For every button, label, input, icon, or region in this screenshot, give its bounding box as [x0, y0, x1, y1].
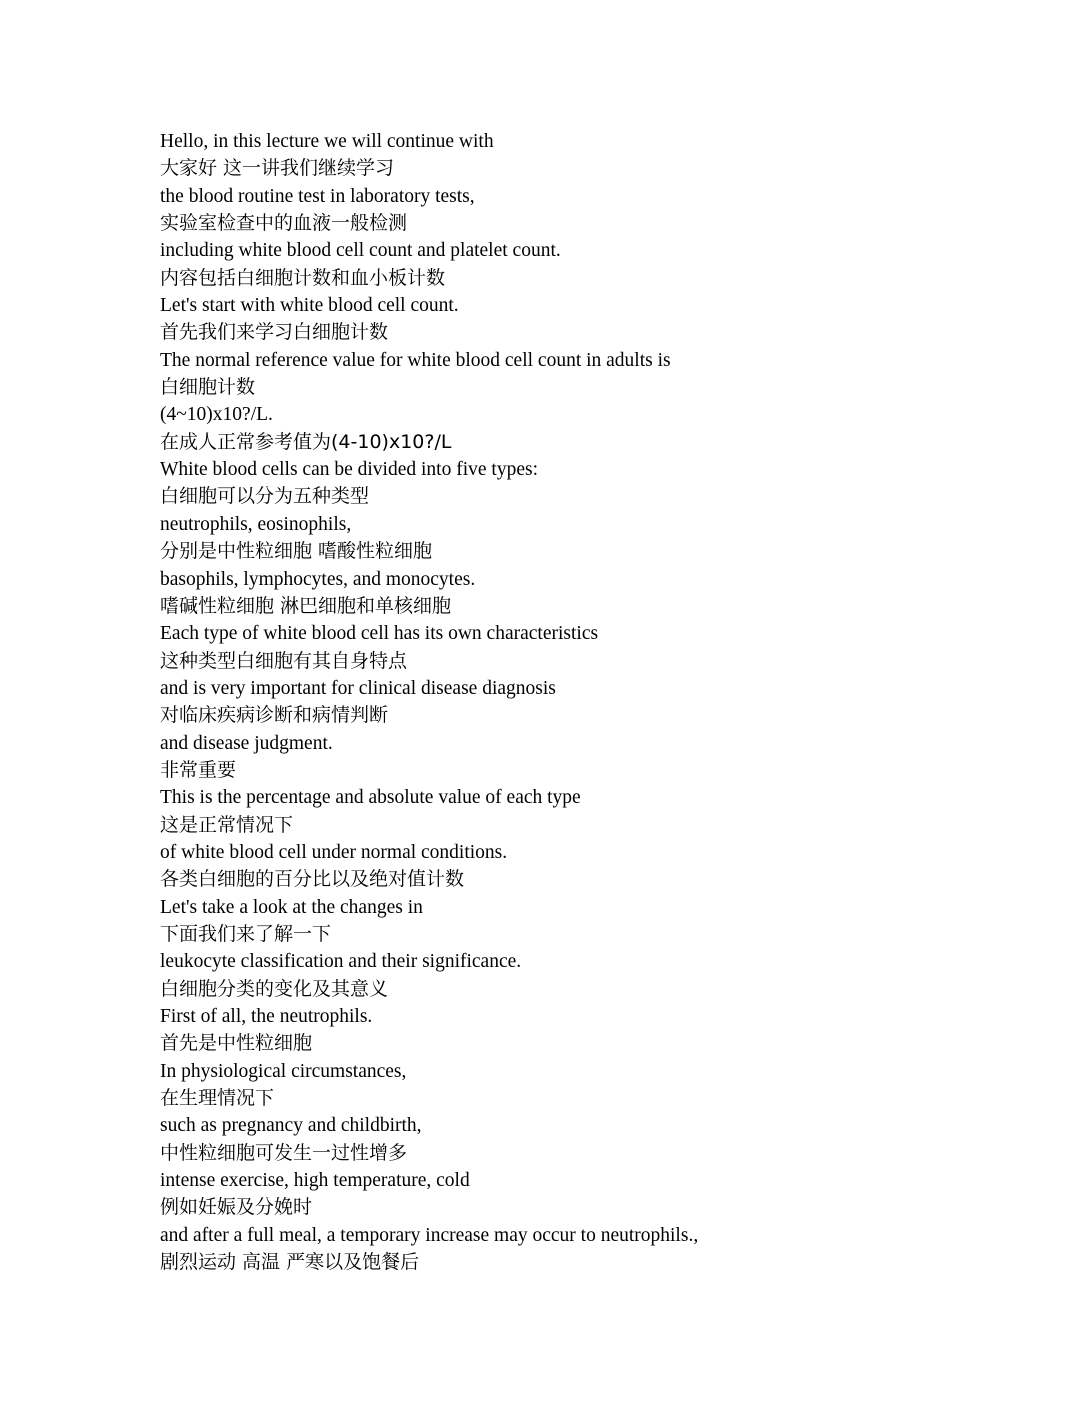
english-line: White blood cells can be divided into five types:: [160, 459, 538, 481]
chinese-line: 白细胞计数: [160, 376, 256, 399]
chinese-line: 分别是中性粒细胞 嗜酸性粒细胞: [160, 540, 433, 563]
chinese-line: 中性粒细胞可发生一过性增多: [160, 1141, 408, 1164]
english-line: and after a full meal, a temporary increase may occur to neutrophils.,: [160, 1224, 699, 1246]
chinese-line: 下面我们来了解一下: [160, 922, 332, 945]
english-line: The normal reference value for white blood cell count in adults is: [160, 349, 671, 371]
chinese-line: 这种类型白细胞有其自身特点: [160, 649, 408, 672]
chinese-line: 嗜碱性粒细胞 淋巴细胞和单核细胞: [160, 594, 452, 617]
english-line: intense exercise, high temperature, cold: [160, 1170, 470, 1192]
chinese-line: 在成人正常参考值为(4-10)x10?/L: [160, 430, 452, 453]
document-page: [160, 128, 1040, 1276]
english-line: (4~10)x10?/L.: [160, 404, 273, 426]
chinese-line: 实验室检查中的血液一般检测: [160, 212, 408, 235]
chinese-line: 在生理情况下: [160, 1087, 275, 1110]
english-line: Let's take a look at the changes in: [160, 896, 423, 918]
english-line: Each type of white blood cell has its own characteristics: [160, 623, 599, 645]
chinese-line: 白细胞分类的变化及其意义: [160, 977, 389, 1000]
english-line: This is the percentage and absolute value of each type: [160, 787, 581, 809]
english-line: Hello, in this lecture we will continue with: [160, 131, 494, 152]
english-line: basophils, lymphocytes, and monocytes.: [160, 568, 476, 590]
chinese-line: 例如妊娠及分娩时: [160, 1196, 313, 1219]
english-line: First of all, the neutrophils.: [160, 1006, 373, 1027]
chinese-line: 大家好 这一讲我们继续学习: [160, 157, 395, 180]
english-line: Let's start with white blood cell count.: [160, 295, 459, 317]
english-line: and is very important for clinical disease diagnosis: [160, 677, 556, 699]
chinese-line: 剧烈运动 高温 严寒以及饱餐后: [160, 1251, 420, 1274]
transcript-lines: [160, 128, 1040, 1276]
english-line: leukocyte classification and their significance.: [160, 951, 522, 973]
english-line: of white blood cell under normal conditions.: [160, 841, 508, 863]
english-line: the blood routine test in laboratory tests,: [160, 185, 475, 207]
chinese-line: 内容包括白细胞计数和血小板计数: [160, 266, 446, 289]
english-line: including white blood cell count and platelet count.: [160, 240, 561, 262]
english-line: neutrophils, eosinophils,: [160, 513, 352, 535]
english-line: such as pregnancy and childbirth,: [160, 1115, 422, 1137]
chinese-line: 非常重要: [160, 758, 237, 781]
english-line: In physiological circumstances,: [160, 1060, 407, 1082]
chinese-line: 各类白细胞的百分比以及绝对值计数: [160, 868, 465, 891]
chinese-line: 首先我们来学习白细胞计数: [160, 321, 389, 344]
chinese-line: 这是正常情况下: [160, 813, 294, 836]
chinese-line: 首先是中性粒细胞: [160, 1032, 313, 1055]
chinese-line: 对临床疾病诊断和病情判断: [160, 704, 389, 727]
english-line: and disease judgment.: [160, 732, 333, 754]
chinese-line: 白细胞可以分为五种类型: [160, 485, 370, 508]
